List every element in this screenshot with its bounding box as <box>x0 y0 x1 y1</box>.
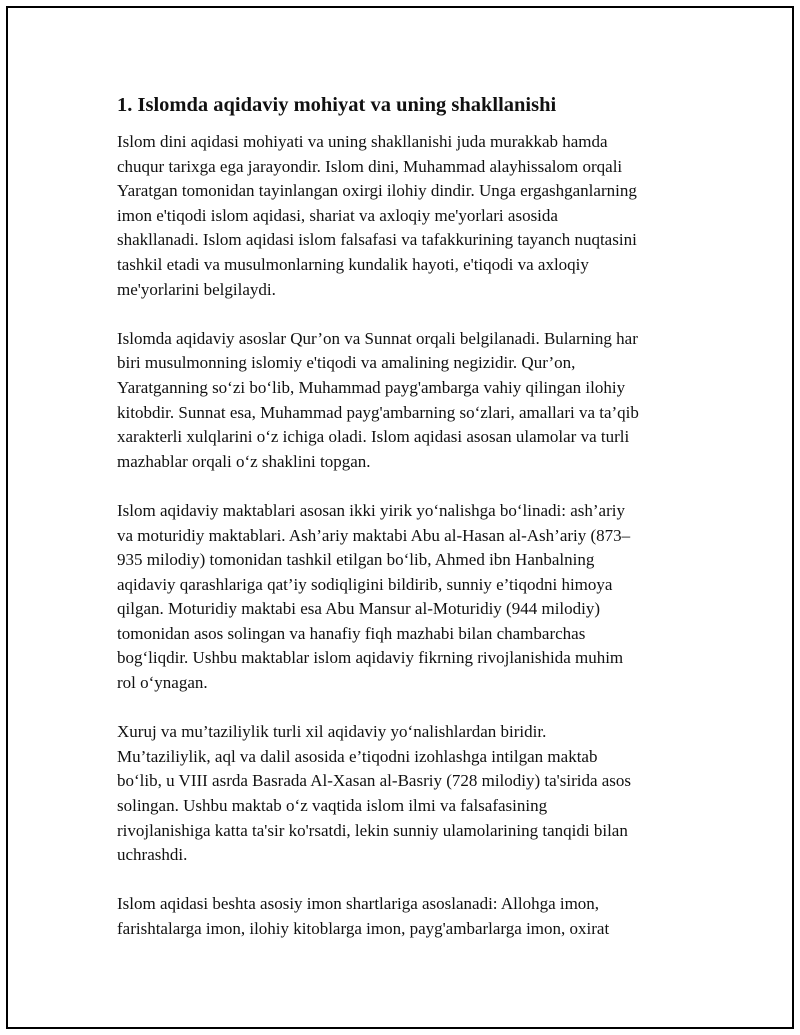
text-line: shakllanadi. Islom aqidasi islom falsafasi va tafakkurining tayanch nuqtasini <box>117 230 637 250</box>
text-line: Mu’taziliylik, aql va dalil asosida e’tiqodni izohlashga intilgan maktab <box>117 746 598 766</box>
text-line: rol o‘ynagan. <box>117 673 208 693</box>
paragraph-2 <box>117 327 697 475</box>
text-line: uchrashdi. <box>117 845 188 865</box>
text-line: Islom dini aqidasi mohiyati va uning shakllanishi juda murakkab hamda <box>117 132 608 151</box>
text-line: Yaratgan tomonidan tayinlangan oxirgi ilohiy dindir. Unga ergashganlarning <box>117 181 637 201</box>
text-line: biri musulmonning islomiy e'tiqodi va amalining negizidir. Qur’on, <box>117 353 576 373</box>
paragraph-4 <box>117 720 697 868</box>
text-line: aqidaviy qarashlariga qat’iy sodiqligini bildirib, sunniy e’tiqodni himoya <box>117 574 613 594</box>
text-line: xarakterli xulqlarini o‘z ichiga oladi. Islom aqidasi asosan ulamolar va turli <box>117 427 630 447</box>
text-line: rivojlanishiga katta ta'sir ko'rsatdi, lekin sunniy ulamolarining tanqidi bilan <box>117 820 628 840</box>
text-line: mazhablar orqali o‘z shaklini topgan. <box>117 451 371 471</box>
paragraph-3 <box>117 499 697 696</box>
text-line: chuqur tarixga ega jarayondir. Islom dini, Muhammad alayhissalom orqali <box>117 156 623 176</box>
text-line: me'yorlarini belgilaydi. <box>117 279 276 299</box>
text-line: kitobdir. Sunnat esa, Muhammad payg'ambarning so‘zlari, amallari va ta’qib <box>117 402 639 422</box>
text-line: Xuruj va mu’taziliylik turli xil aqidaviy yo‘nalishlardan biridir. <box>117 722 547 742</box>
paragraph-1 <box>117 130 697 302</box>
text-line: Islom aqidaviy maktablari asosan ikki yirik yo‘nalishga bo‘linadi: ash’ariy <box>117 500 625 520</box>
text-line: imon e'tiqodi islom aqidasi, shariat va axloqiy me'yorlari asosida <box>117 205 558 225</box>
paragraph-5 <box>117 892 697 941</box>
text-line: tashkil etadi va musulmonlarning kundalik hayoti, e'tiqodi va axloqiy <box>117 254 589 274</box>
text-line: bog‘liqdir. Ushbu maktablar islom aqidaviy fikrning rivojlanishida muhim <box>117 648 624 668</box>
document-body <box>117 92 697 966</box>
text-line: solingan. Ushbu maktab o‘z vaqtida islom ilmi va falsafasining <box>117 796 548 816</box>
text-line: 935 milodiy) tomonidan tashkil etilgan bo‘lib, Ahmed ibn Hanbalning <box>117 550 595 570</box>
text-line: Islom aqidasi beshta asosiy imon shartlariga asoslanadi: Allohga imon, <box>117 894 600 914</box>
text-line: farishtalarga imon, ilohiy kitoblarga imon, payg'ambarlarga imon, oxirat <box>117 919 610 938</box>
text-line: Yaratganning so‘zi bo‘lib, Muhammad payg'ambarga vahiy qilingan ilohiy <box>117 377 626 397</box>
text-line: qilgan. Moturidiy maktabi esa Abu Mansur al-Moturidiy (944 milodiy) <box>117 599 601 619</box>
text-line: bo‘lib, u VIII asrda Basrada Al-Xasan al-Basriy (728 milodiy) ta'sirida asos <box>117 771 632 791</box>
text-line: Islomda aqidaviy asoslar Qur’on va Sunnat orqali belgilanadi. Bularning har <box>117 328 638 348</box>
section-heading: 1. Islomda aqidaviy mohiyat va uning shakllanishi <box>117 94 557 116</box>
text-line: va moturidiy maktablari. Ash’ariy maktabi Abu al-Hasan al-Ash’ariy (873– <box>117 525 631 545</box>
text-line: tomonidan asos solingan va hanafiy fiqh mazhabi bilan chambarchas <box>117 623 586 643</box>
